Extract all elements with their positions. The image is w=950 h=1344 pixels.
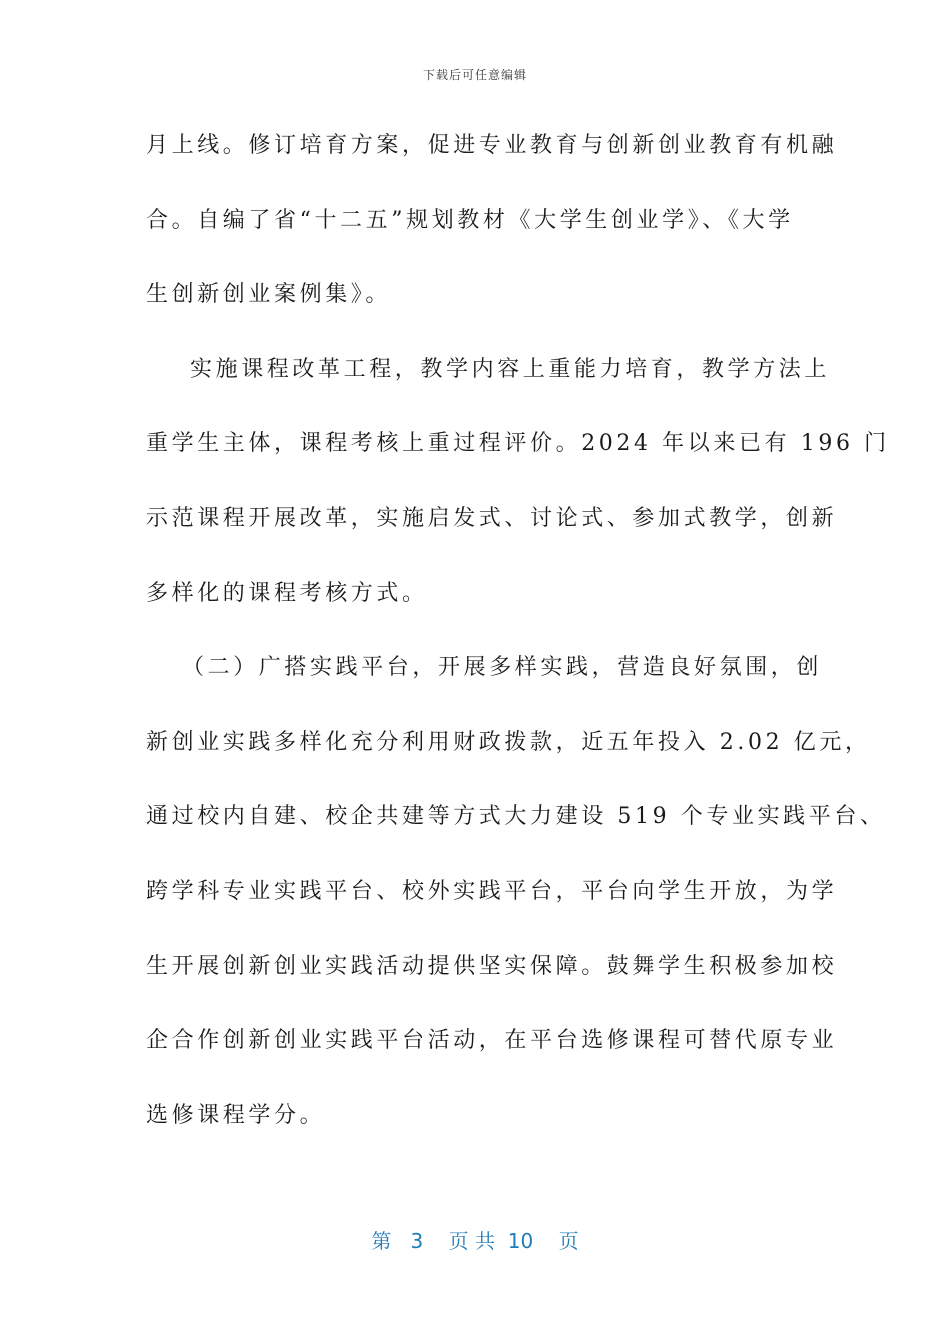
paragraph-line: 月上线。修订培育方案，促进专业教育与创新创业教育有机融 <box>146 133 838 158</box>
paragraph-line: 选修课程学分。 <box>146 1102 326 1128</box>
page-label-mid: 页 共 <box>448 1229 495 1253</box>
document-body <box>146 118 890 1162</box>
paragraph-line: 通过校内自建、校企共建等方式大力建设 519 个专业实践平台、 <box>146 804 886 830</box>
paragraph-line: 跨学科专业实践平台、校外实践平台，平台向学生开放，为学 <box>146 878 838 904</box>
paragraph-line: 多样化的课程考核方式。 <box>146 580 428 606</box>
section-heading-line: （二）广搭实践平台，开展多样实践，营造良好氛围，创 <box>182 655 823 681</box>
paragraph-line: 生创新创业案例集》。 <box>146 282 392 308</box>
page-label-prefix: 第 <box>371 1229 392 1253</box>
paragraph-line: 实施课程改革工程，教学内容上重能力培育，教学方法上 <box>190 356 831 382</box>
page-footer <box>0 1225 950 1254</box>
paragraph-line: 合。自编了省“十二五”规划教材《大学生创业学》、《大学 <box>146 207 794 233</box>
page-label-suffix: 页 <box>558 1229 579 1253</box>
current-page-number: 3 <box>410 1229 424 1253</box>
total-pages-number: 10 <box>507 1229 534 1253</box>
paragraph-line: 新创业实践多样化充分利用财政拨款，近五年投入 2.02 亿元， <box>146 729 871 755</box>
header-note: 下载后可任意编辑 <box>422 68 527 82</box>
paragraph-line: 企合作创新创业实践平台活动，在平台选修课程可替代原专业 <box>146 1028 838 1054</box>
paragraph-line: 生开展创新创业实践活动提供坚实保障。鼓舞学生积极参加校 <box>146 953 838 979</box>
paragraph-line: 示范课程开展改革，实施启发式、讨论式、参加式教学，创新 <box>146 505 838 531</box>
paragraph-line: 重学生主体，课程考核上重过程评价。2024 年以来已有 196 门 <box>146 431 890 457</box>
